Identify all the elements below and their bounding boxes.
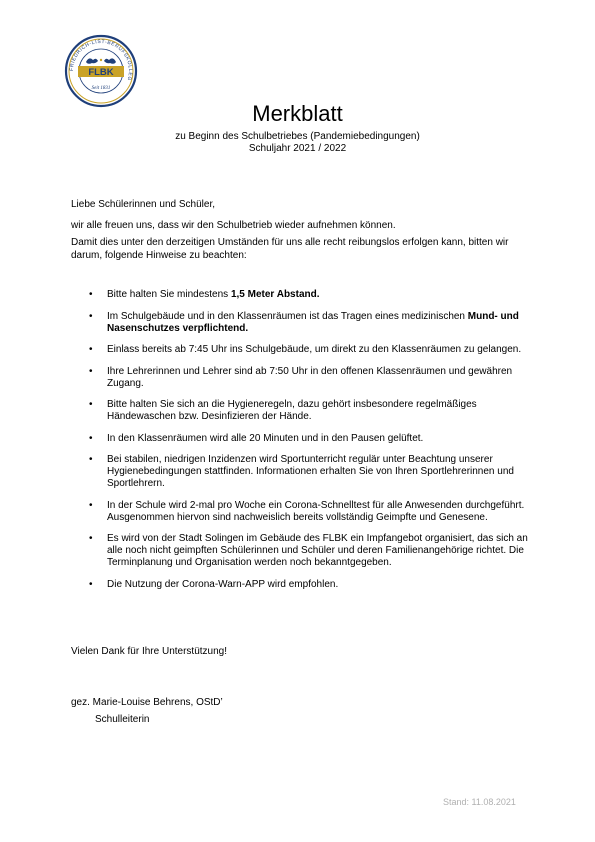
page-title: Merkblatt — [252, 101, 343, 126]
greeting: Liebe Schülerinnen und Schüler, — [71, 199, 215, 210]
note-text: Bei stabilen, niedrigen Inzidenzen wird Sportunterricht regulär unter Beachtung unserer Hygienebedingungen stattfinden. Informationen erhalten Sie von Ihren Sportlehrerinnen und Sportlehrern. — [107, 454, 514, 489]
subtitle-line-2: Schuljahr 2021 / 2022 — [248, 143, 347, 154]
bullet-icon: • — [89, 344, 93, 355]
list-item — [71, 433, 531, 445]
note-text: Die Nutzung der Corona-Warn-APP wird empfohlen. — [107, 578, 339, 590]
list-item — [71, 579, 531, 591]
list-item — [71, 289, 531, 301]
list-item — [71, 399, 531, 423]
note-text: In der Schule wird 2-mal pro Woche ein Corona-Schnelltest für alle Anwesenden durchgeführt. Ausgenommen hiervon sind nachweislich bereits vollständig Geimpfte und Genesene. — [107, 499, 525, 523]
logo-tagline: Seit 1831 — [91, 86, 111, 91]
logo-ring-text: FRIEDRICH-LIST-BERUFSKOLLEG — [68, 38, 134, 82]
list-item — [71, 500, 531, 524]
list-item — [71, 366, 531, 390]
note-text: Bitte halten Sie mindestens — [107, 289, 231, 300]
bullet-icon: • — [89, 578, 93, 590]
note-text: Es wird von der Stadt Solingen im Gebäude des FLBK ein Impfangebot organisiert, das sich an alle noch nicht geimpften Schülerinnen und Schüler und deren Familienangehörige richtet. Die Terminplanung und Organisation werden noch bekanntgegeben. — [107, 533, 528, 568]
bullet-icon: • — [89, 499, 93, 511]
intro-line-2: Damit dies unter den derzeitigen Umständen für uns alle recht reibungslos erfolgen kann, bitten wir darum, folgende Hinweise zu beachten: — [71, 237, 509, 261]
note-bold-text: Mund- und Nasenschutzes verpflichtend. — [107, 310, 519, 334]
logo-wordmark: FLBK — [88, 67, 114, 78]
signer-role: Schulleiterin — [95, 714, 150, 725]
list-item — [71, 454, 531, 490]
stand-date: Stand: 11.08.2021 — [443, 797, 516, 807]
notes-list — [71, 289, 531, 600]
note-text: Bitte halten Sie sich an die Hygieneregeln, dazu gehört insbesondere regelmäßiges Händewaschen bzw. Desinfizieren der Hände. — [107, 399, 477, 422]
page-subtitle — [0, 131, 595, 155]
note-text: Im Schulgebäude und in den Klassenräumen ist das Tragen eines medizinischen — [107, 310, 468, 322]
closing-thanks: Vielen Dank für Ihre Unterstützung! — [71, 646, 228, 657]
school-seal-icon — [64, 34, 138, 108]
subtitle-line-1: zu Beginn des Schulbetriebes (Pandemiebedingungen) — [175, 131, 420, 142]
intro-line-1: wir alle freuen uns, dass wir den Schulbetrieb wieder aufnehmen können. — [71, 219, 396, 231]
note-bold-text: 1,5 Meter Abstand. — [230, 289, 320, 300]
note-text: Ihre Lehrerinnen und Lehrer sind ab 7:50 Uhr in den offenen Klassenräumen und gewähren Zugang. — [107, 365, 513, 389]
note-text: Einlass bereits ab 7:45 Uhr ins Schulgebäude, um direkt zu den Klassenräumen zu gelangen. — [107, 344, 522, 355]
list-item — [71, 311, 531, 335]
list-item — [71, 344, 531, 356]
signature: gez. Marie-Louise Behrens, OStD’ — [71, 697, 223, 708]
list-item — [71, 533, 531, 569]
bullet-icon: • — [89, 432, 93, 444]
school-logo — [64, 34, 138, 108]
bullet-icon: • — [89, 533, 93, 544]
bullet-icon: • — [89, 310, 93, 322]
bullet-icon: • — [89, 454, 93, 465]
bullet-icon: • — [89, 399, 93, 410]
bullet-icon: • — [89, 289, 93, 300]
bullet-icon: • — [89, 365, 93, 377]
note-text: In den Klassenräumen wird alle 20 Minuten und in den Pausen gelüftet. — [107, 432, 424, 444]
intro-section — [71, 199, 541, 262]
